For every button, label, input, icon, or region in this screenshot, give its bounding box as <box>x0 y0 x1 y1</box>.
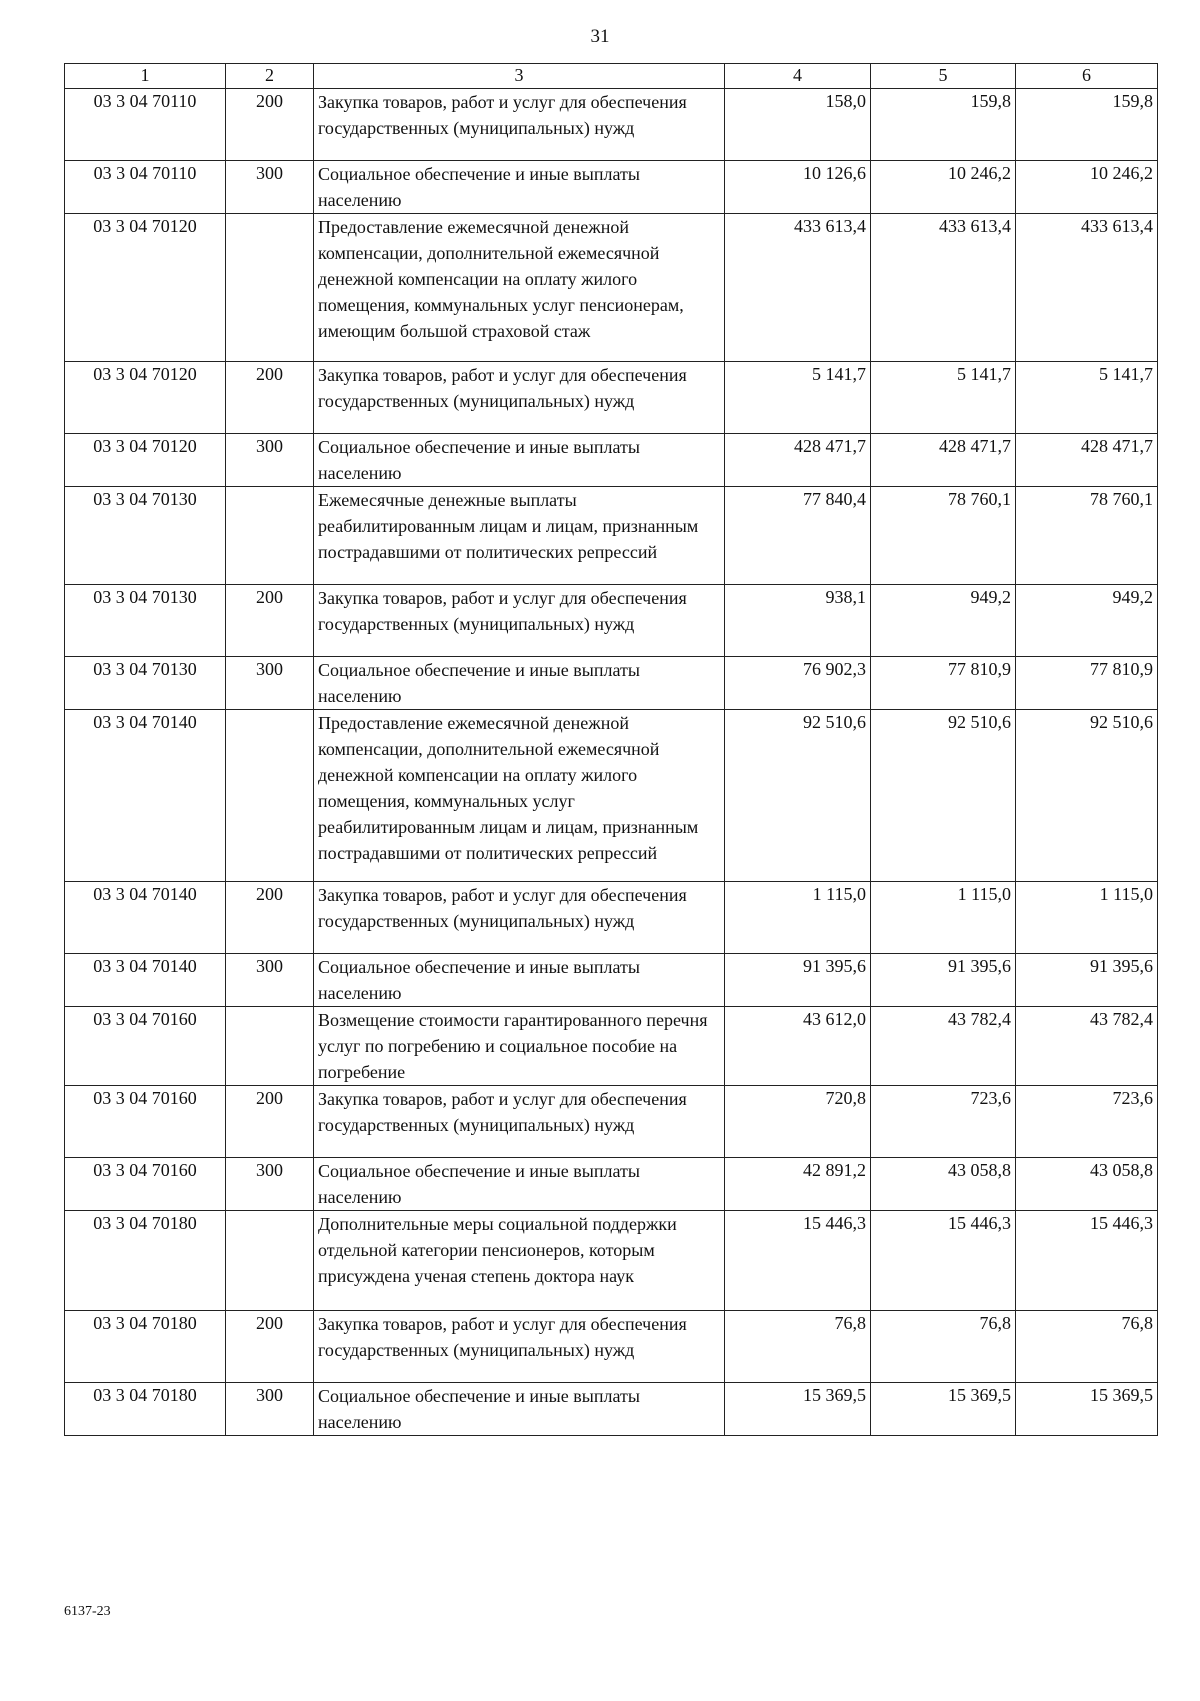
row-expense-type-cell: 200 <box>226 362 314 434</box>
footer-code: 6137-23 <box>64 1604 111 1619</box>
row-code-cell: 03 3 04 70120 <box>65 434 226 487</box>
table-row <box>65 1383 1158 1436</box>
row-value-cell-6: 43 058,8 <box>1016 1158 1158 1211</box>
row-value-cell-6: 76,8 <box>1016 1311 1158 1383</box>
row-value-cell-5: 78 760,1 <box>871 487 1016 585</box>
row-code-cell: 03 3 04 70140 <box>65 710 226 882</box>
row-value-cell-5: 159,8 <box>871 89 1016 161</box>
row-expense-type-cell <box>226 710 314 882</box>
row-code-cell: 03 3 04 70130 <box>65 585 226 657</box>
row-code-cell: 03 3 04 70160 <box>65 1007 226 1086</box>
row-name-cell: Закупка товаров, работ и услуг для обеспечения государственных (муниципальных) нужд <box>314 882 725 954</box>
table-row <box>65 710 1158 882</box>
row-name-cell: Дополнительные меры социальной поддержки отдельной категории пенсионеров, которым присуждена ученая степень доктора наук <box>314 1211 725 1311</box>
table-row <box>65 882 1158 954</box>
row-value-cell-5: 5 141,7 <box>871 362 1016 434</box>
column-header: 1 <box>65 64 226 89</box>
row-code-cell: 03 3 04 70140 <box>65 882 226 954</box>
row-value-cell-4: 10 126,6 <box>725 161 871 214</box>
row-value-cell-6: 77 810,9 <box>1016 657 1158 710</box>
row-value-cell-6: 5 141,7 <box>1016 362 1158 434</box>
row-expense-type-cell: 200 <box>226 1311 314 1383</box>
row-value-cell-5: 92 510,6 <box>871 710 1016 882</box>
page-number: 31 <box>590 26 610 47</box>
row-value-cell-5: 433 613,4 <box>871 214 1016 362</box>
row-value-cell-4: 15 369,5 <box>725 1383 871 1436</box>
table-row <box>65 954 1158 1007</box>
column-header: 3 <box>314 64 725 89</box>
row-expense-type-cell <box>226 1211 314 1311</box>
row-value-cell-6: 723,6 <box>1016 1086 1158 1158</box>
row-value-cell-6: 159,8 <box>1016 89 1158 161</box>
table-row <box>65 487 1158 585</box>
row-value-cell-5: 10 246,2 <box>871 161 1016 214</box>
table-row <box>65 362 1158 434</box>
row-name-cell: Закупка товаров, работ и услуг для обеспечения государственных (муниципальных) нужд <box>314 362 725 434</box>
table-row <box>65 89 1158 161</box>
row-value-cell-4: 92 510,6 <box>725 710 871 882</box>
row-expense-type-cell: 300 <box>226 954 314 1007</box>
row-code-cell: 03 3 04 70180 <box>65 1383 226 1436</box>
row-value-cell-6: 949,2 <box>1016 585 1158 657</box>
row-expense-type-cell: 200 <box>226 585 314 657</box>
table-row <box>65 214 1158 362</box>
row-value-cell-5: 91 395,6 <box>871 954 1016 1007</box>
row-name-cell: Закупка товаров, работ и услуг для обеспечения государственных (муниципальных) нужд <box>314 1086 725 1158</box>
table-row <box>65 434 1158 487</box>
row-value-cell-4: 15 446,3 <box>725 1211 871 1311</box>
row-expense-type-cell: 300 <box>226 657 314 710</box>
column-header: 2 <box>226 64 314 89</box>
row-name-cell: Социальное обеспечение и иные выплаты населению <box>314 1158 725 1211</box>
row-value-cell-6: 15 369,5 <box>1016 1383 1158 1436</box>
row-value-cell-4: 76 902,3 <box>725 657 871 710</box>
row-code-cell: 03 3 04 70160 <box>65 1158 226 1211</box>
row-value-cell-4: 720,8 <box>725 1086 871 1158</box>
row-value-cell-4: 158,0 <box>725 89 871 161</box>
row-name-cell: Социальное обеспечение и иные выплаты населению <box>314 161 725 214</box>
row-value-cell-4: 938,1 <box>725 585 871 657</box>
row-code-cell: 03 3 04 70180 <box>65 1211 226 1311</box>
row-name-cell: Социальное обеспечение и иные выплаты населению <box>314 1383 725 1436</box>
row-expense-type-cell: 200 <box>226 882 314 954</box>
row-name-cell: Возмещение стоимости гарантированного перечня услуг по погребению и социальное пособие на погребение <box>314 1007 725 1086</box>
row-code-cell: 03 3 04 70180 <box>65 1311 226 1383</box>
row-value-cell-6: 433 613,4 <box>1016 214 1158 362</box>
row-value-cell-5: 77 810,9 <box>871 657 1016 710</box>
row-value-cell-6: 43 782,4 <box>1016 1007 1158 1086</box>
row-value-cell-4: 42 891,2 <box>725 1158 871 1211</box>
row-code-cell: 03 3 04 70160 <box>65 1086 226 1158</box>
row-expense-type-cell: 200 <box>226 1086 314 1158</box>
row-value-cell-5: 15 446,3 <box>871 1211 1016 1311</box>
row-name-cell: Закупка товаров, работ и услуг для обеспечения государственных (муниципальных) нужд <box>314 585 725 657</box>
row-value-cell-4: 43 612,0 <box>725 1007 871 1086</box>
row-value-cell-6: 15 446,3 <box>1016 1211 1158 1311</box>
table-row <box>65 1086 1158 1158</box>
row-code-cell: 03 3 04 70130 <box>65 657 226 710</box>
row-value-cell-4: 77 840,4 <box>725 487 871 585</box>
row-value-cell-6: 92 510,6 <box>1016 710 1158 882</box>
row-value-cell-5: 76,8 <box>871 1311 1016 1383</box>
table-row <box>65 1211 1158 1311</box>
row-code-cell: 03 3 04 70140 <box>65 954 226 1007</box>
row-expense-type-cell <box>226 1007 314 1086</box>
row-value-cell-4: 91 395,6 <box>725 954 871 1007</box>
row-value-cell-6: 1 115,0 <box>1016 882 1158 954</box>
row-value-cell-6: 91 395,6 <box>1016 954 1158 1007</box>
row-expense-type-cell: 300 <box>226 1158 314 1211</box>
row-name-cell: Ежемесячные денежные выплаты реабилитированным лицам и лицам, признанным пострадавшими от политических репрессий <box>314 487 725 585</box>
row-expense-type-cell <box>226 214 314 362</box>
row-value-cell-4: 5 141,7 <box>725 362 871 434</box>
row-name-cell: Предоставление ежемесячной денежной компенсации, дополнительной ежемесячной денежной компенсации на оплату жилого помещения, коммунальных услуг реабилитированным лицам и лицам, признанным пострадавшими от политических репрессий <box>314 710 725 882</box>
row-name-cell: Социальное обеспечение и иные выплаты населению <box>314 434 725 487</box>
row-code-cell: 03 3 04 70120 <box>65 362 226 434</box>
row-expense-type-cell: 200 <box>226 89 314 161</box>
row-value-cell-6: 10 246,2 <box>1016 161 1158 214</box>
row-value-cell-5: 1 115,0 <box>871 882 1016 954</box>
row-value-cell-5: 428 471,7 <box>871 434 1016 487</box>
row-value-cell-5: 43 782,4 <box>871 1007 1016 1086</box>
row-name-cell: Закупка товаров, работ и услуг для обеспечения государственных (муниципальных) нужд <box>314 1311 725 1383</box>
column-header: 6 <box>1016 64 1158 89</box>
row-expense-type-cell: 300 <box>226 161 314 214</box>
row-code-cell: 03 3 04 70110 <box>65 161 226 214</box>
table-row <box>65 585 1158 657</box>
row-expense-type-cell <box>226 487 314 585</box>
row-value-cell-4: 428 471,7 <box>725 434 871 487</box>
row-value-cell-5: 15 369,5 <box>871 1383 1016 1436</box>
budget-table <box>64 63 1158 1436</box>
column-header: 5 <box>871 64 1016 89</box>
row-code-cell: 03 3 04 70130 <box>65 487 226 585</box>
table-row <box>65 161 1158 214</box>
row-name-cell: Закупка товаров, работ и услуг для обеспечения государственных (муниципальных) нужд <box>314 89 725 161</box>
row-value-cell-4: 1 115,0 <box>725 882 871 954</box>
row-value-cell-6: 428 471,7 <box>1016 434 1158 487</box>
row-code-cell: 03 3 04 70110 <box>65 89 226 161</box>
row-name-cell: Социальное обеспечение и иные выплаты населению <box>314 954 725 1007</box>
row-expense-type-cell: 300 <box>226 1383 314 1436</box>
row-value-cell-4: 76,8 <box>725 1311 871 1383</box>
row-name-cell: Социальное обеспечение и иные выплаты населению <box>314 657 725 710</box>
table-row <box>65 1158 1158 1211</box>
column-header: 4 <box>725 64 871 89</box>
row-value-cell-5: 949,2 <box>871 585 1016 657</box>
table-row <box>65 657 1158 710</box>
row-name-cell: Предоставление ежемесячной денежной компенсации, дополнительной ежемесячной денежной компенсации на оплату жилого помещения, коммунальных услуг пенсионерам, имеющим большой страховой стаж <box>314 214 725 362</box>
row-code-cell: 03 3 04 70120 <box>65 214 226 362</box>
row-expense-type-cell: 300 <box>226 434 314 487</box>
row-value-cell-5: 723,6 <box>871 1086 1016 1158</box>
table-header-row <box>65 64 1158 89</box>
row-value-cell-4: 433 613,4 <box>725 214 871 362</box>
table-row <box>65 1311 1158 1383</box>
table-row <box>65 1007 1158 1086</box>
row-value-cell-5: 43 058,8 <box>871 1158 1016 1211</box>
row-value-cell-6: 78 760,1 <box>1016 487 1158 585</box>
